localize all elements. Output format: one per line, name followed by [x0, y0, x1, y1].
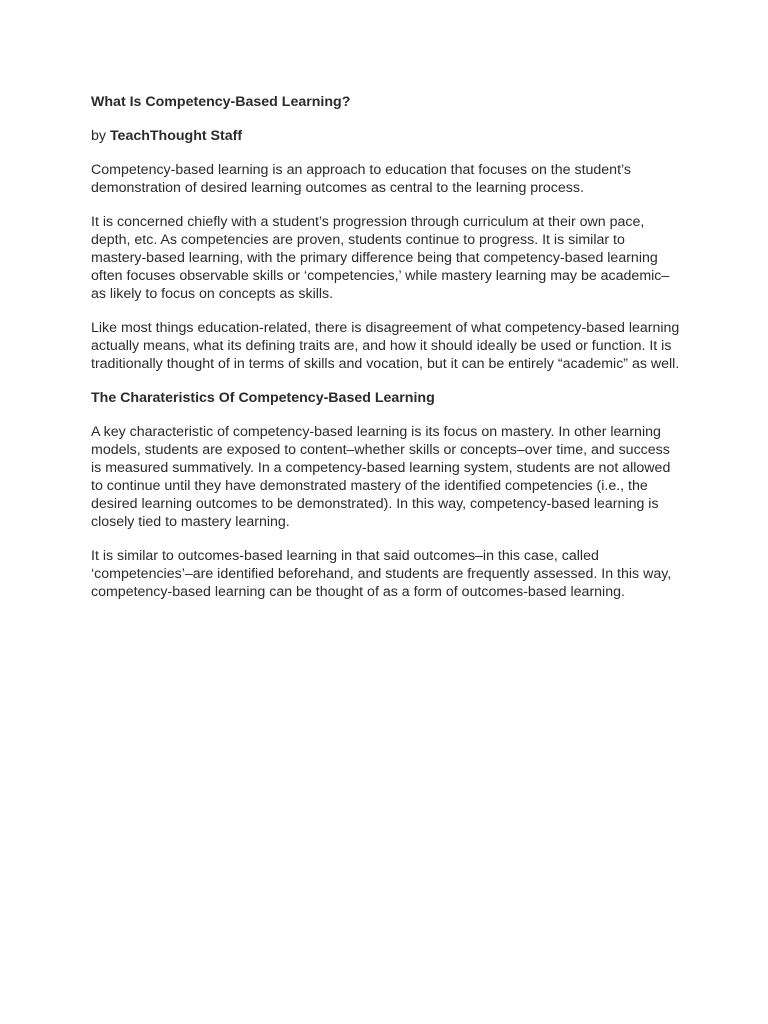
- paragraph-outcomes: It is similar to outcomes-based learning in that said outcomes–in this case, called ‘competencies’–are identified beforehand, and students are frequently assessed. In this way, competency-based learning can be thought of as a form of outcomes-based learning.: [91, 548, 672, 600]
- article-title: What Is Competency-Based Learning?: [91, 94, 351, 110]
- byline-prefix: by: [91, 128, 110, 144]
- paragraph-mastery: A key characteristic of competency-based learning is its focus on mastery. In other learning models, students are exposed to content–whether skills or concepts–over time, and success is measured summatively. In a competency-based learning system, students are not allowed to continue until they have demonstrated mastery of the identified competencies (i.e., the desired learning outcomes to be demonstrated). In this way, competency-based learning is closely tied to mastery learning.: [91, 424, 671, 530]
- paragraph-progression: It is concerned chiefly with a student’s progression through curriculum at their own pace, depth, etc. As competencies are proven, students continue to progress. It is similar to mastery-based learning, with the primary difference being that competency-based learning often focuses observable skills or ‘competencies,’ while mastery learning may be academic–as likely to focus on concepts as skills.: [91, 214, 670, 302]
- author-name: TeachThought Staff: [109, 128, 243, 144]
- byline: [91, 127, 683, 145]
- document-page: [91, 93, 683, 617]
- section-heading: The Charateristics Of Competency-Based Learning: [91, 390, 435, 406]
- paragraph-definition: Competency-based learning is an approach to education that focuses on the student’s demonstration of desired learning outcomes as central to the learning process.: [91, 162, 632, 196]
- paragraph-disagreement: Like most things education-related, there is disagreement of what competency-based learning actually means, what its defining traits are, and how it should ideally be used or function. It is traditionally thought of in terms of skills and vocation, but it can be entirely “academic” as well.: [91, 320, 680, 372]
